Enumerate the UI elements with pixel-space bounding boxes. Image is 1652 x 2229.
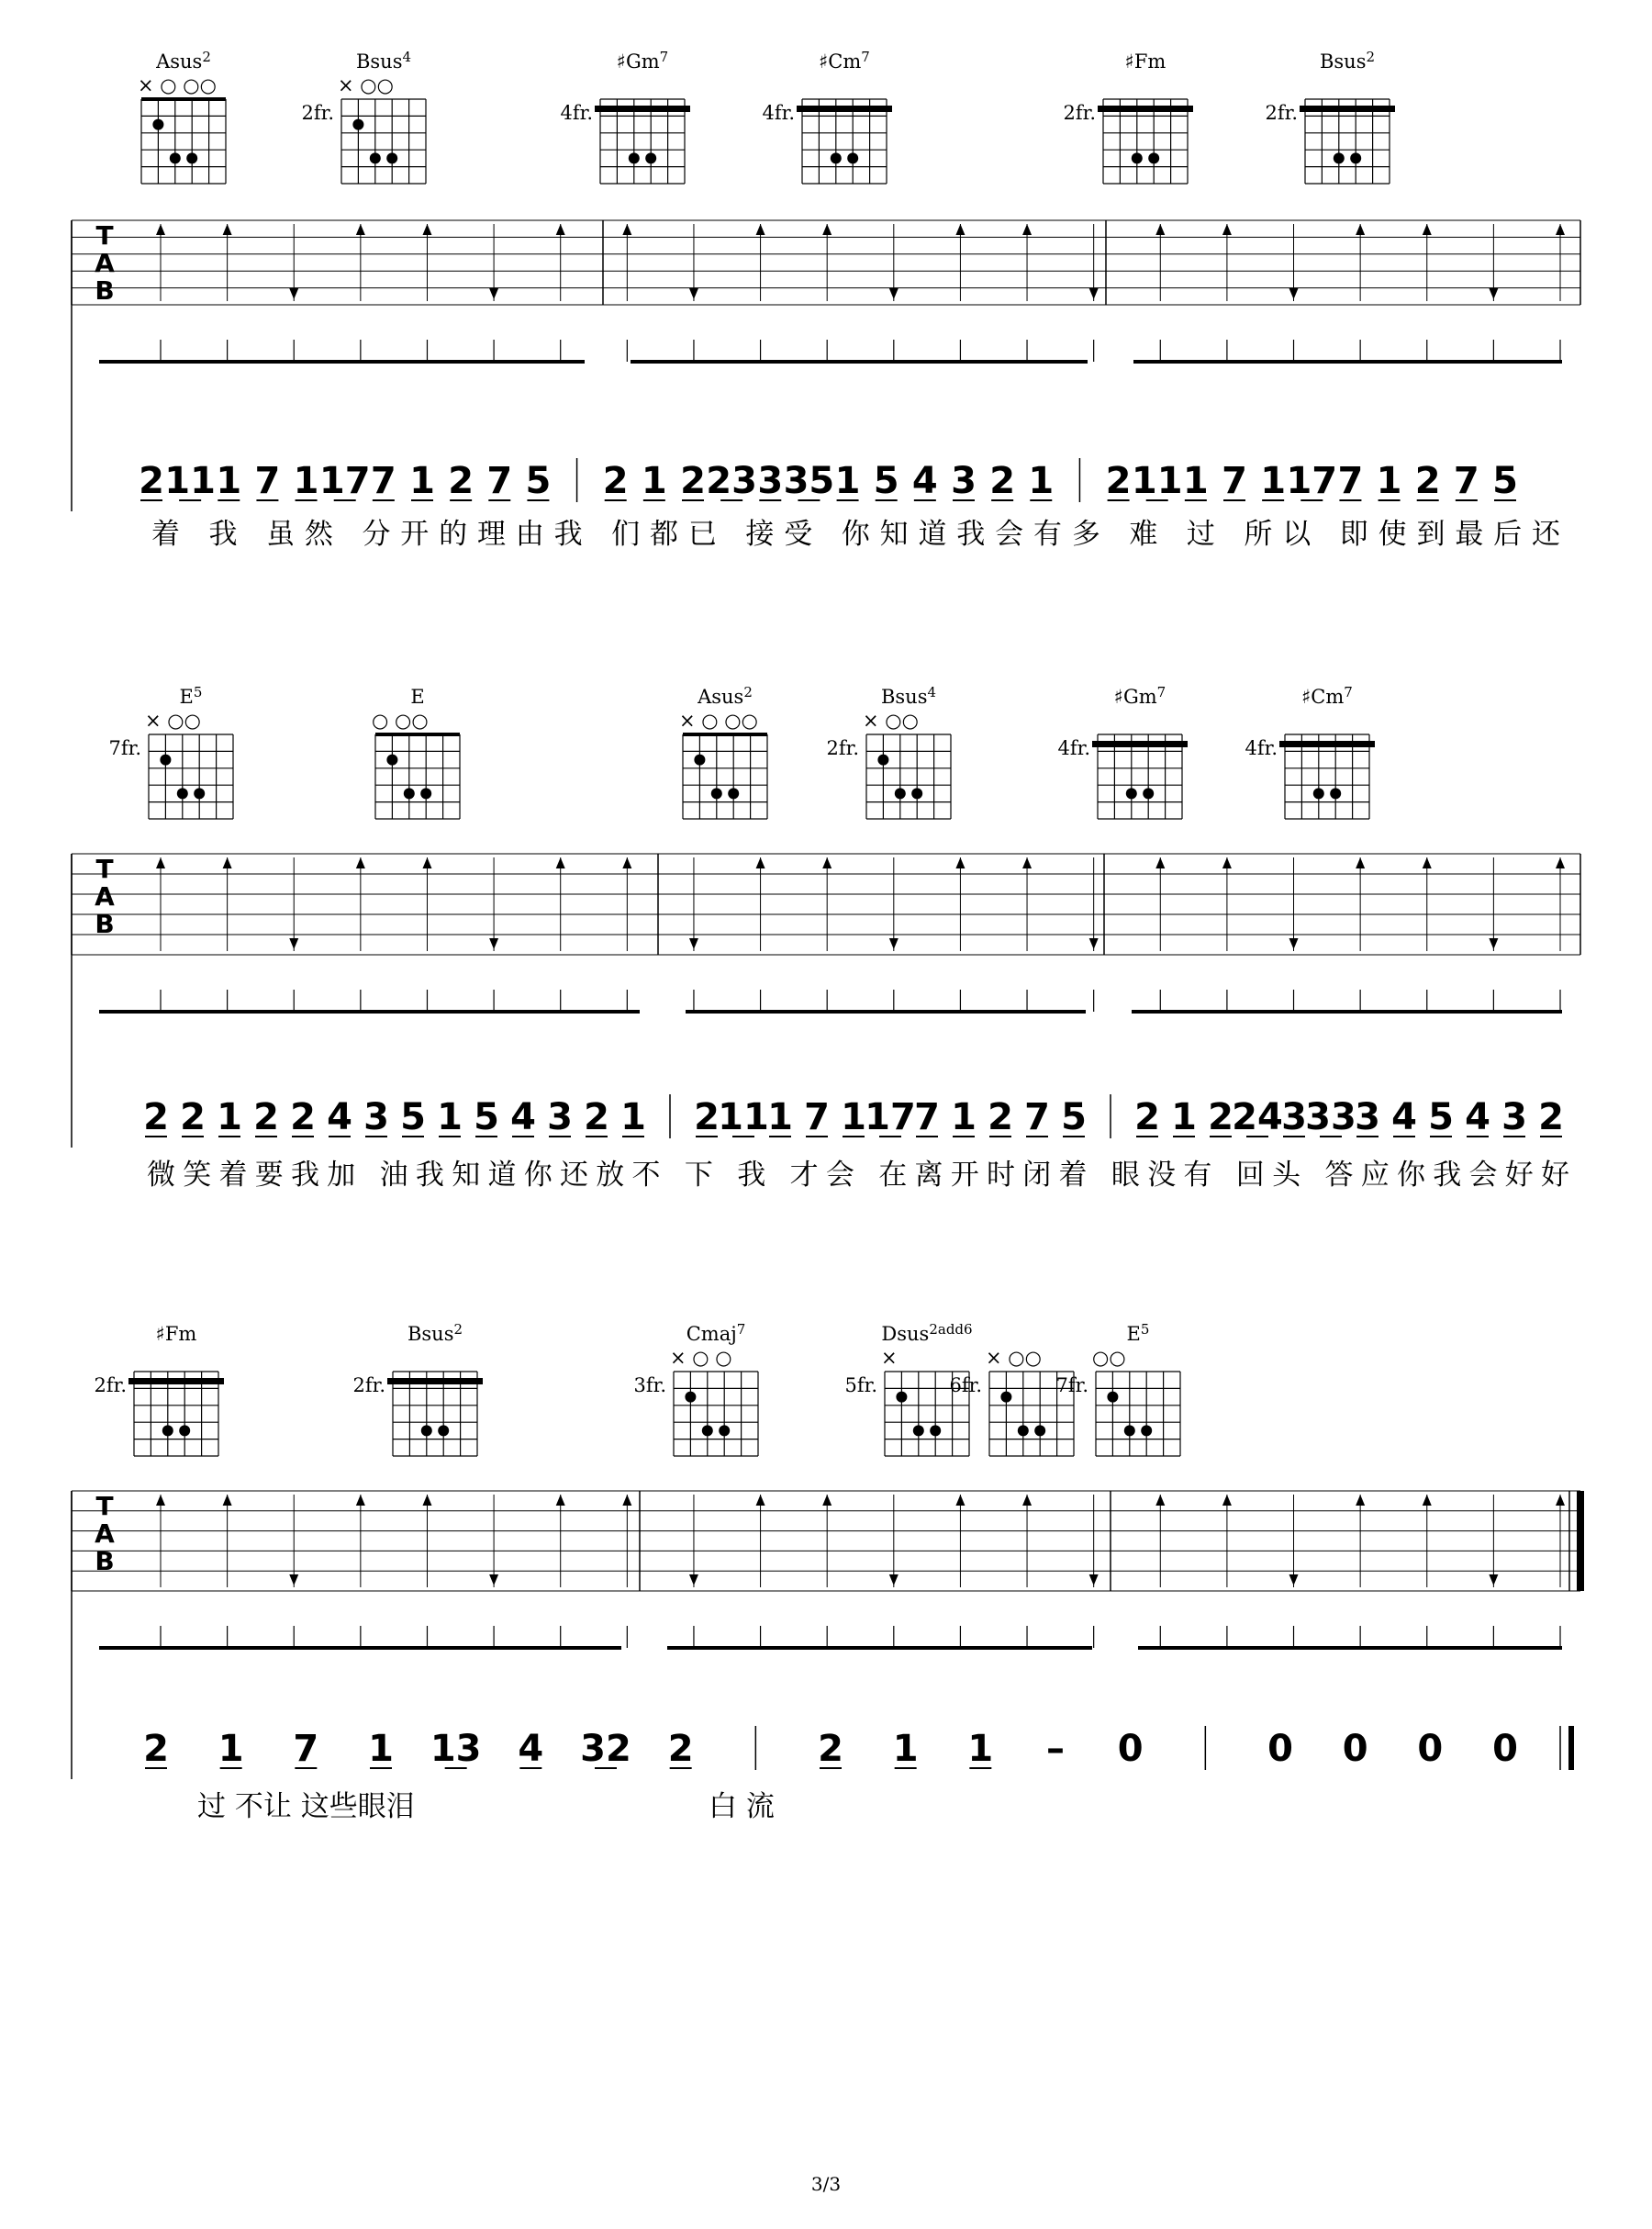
chord-diagram	[1057, 684, 1188, 819]
finger-dot	[847, 152, 858, 163]
chord-name: Dsus$^{2add6}$	[881, 1321, 973, 1345]
jianpu-note: 1	[1376, 460, 1402, 502]
finger-dot	[645, 152, 656, 163]
strum-down-arrow	[1489, 938, 1498, 949]
jianpu-note: 1	[217, 1096, 242, 1138]
finger-dot	[386, 152, 397, 163]
jianpu-note: 2	[818, 1728, 843, 1770]
chord-name: Bsus$^2$	[1319, 49, 1376, 73]
fret-label: 2fr.	[1265, 102, 1298, 124]
strum-up-arrow	[156, 857, 165, 868]
strum-up-arrow	[1423, 1495, 1432, 1506]
finger-dot	[728, 788, 739, 799]
tab-clef: A	[95, 881, 115, 912]
jianpu-note: 1	[951, 1096, 977, 1138]
lyric-line: 过 不让 这些眼泪	[197, 1790, 415, 1823]
jianpu-note: 1	[892, 1728, 919, 1770]
jianpu-note: 4	[510, 1096, 536, 1138]
strum-up-arrow	[1222, 224, 1232, 235]
jianpu-note: 2	[584, 1096, 609, 1138]
strum-up-arrow	[955, 224, 965, 235]
jianpu-note: 5	[1428, 1096, 1454, 1138]
chord-name: Cmaj$^7$	[686, 1321, 746, 1345]
string-markers: ×	[881, 1347, 898, 1369]
jianpu-note: 1	[834, 460, 861, 502]
fret-label: 2fr.	[352, 1374, 385, 1396]
chord-diagram	[762, 49, 892, 184]
jianpu-note: 3	[1355, 1096, 1380, 1138]
beam	[99, 1646, 621, 1650]
jianpu-note: 5	[525, 460, 552, 502]
string-markers: ○○	[1092, 1347, 1126, 1369]
strum-up-arrow	[1155, 224, 1165, 235]
chord-name: ♯Cm$^7$	[819, 49, 870, 73]
finger-dot	[370, 152, 381, 163]
barre	[797, 106, 892, 112]
chord-diagram	[94, 1323, 224, 1456]
finger-dot	[831, 152, 842, 163]
strum-down-arrow	[489, 288, 498, 299]
jianpu-note: 1	[1028, 460, 1055, 502]
fret-label: 4fr.	[762, 102, 795, 124]
fret-label: 6fr.	[949, 1374, 982, 1396]
jianpu-note: 1	[218, 1728, 244, 1770]
jianpu-note: 2	[290, 1096, 316, 1138]
strum-up-arrow	[1556, 224, 1565, 235]
jianpu-note: 7	[1222, 460, 1247, 502]
finger-dot	[711, 788, 722, 799]
strum-up-arrow	[1022, 857, 1032, 868]
jianpu-note: 7	[914, 1096, 940, 1138]
jianpu-note: 3	[547, 1096, 573, 1138]
jianpu-note: 1	[409, 460, 435, 502]
strum-down-arrow	[1289, 938, 1299, 949]
strum-up-arrow	[1022, 224, 1032, 235]
jianpu-note: 2	[143, 1728, 169, 1770]
strum-up-arrow	[756, 1495, 765, 1506]
jianpu-note: 7	[1024, 1096, 1050, 1138]
fret-label: 5fr.	[844, 1374, 877, 1396]
chord-name: Bsus$^4$	[355, 49, 412, 73]
jianpu-note: 2	[139, 460, 164, 502]
finger-dot	[1132, 152, 1143, 163]
jianpu-note: 1	[293, 460, 319, 502]
string-markers: × ○○	[338, 74, 394, 96]
tab-clef: A	[95, 1518, 115, 1549]
string-markers: × ○○	[863, 710, 919, 732]
finger-dot	[194, 788, 205, 799]
jianpu-note: 2	[1105, 460, 1132, 502]
strum-up-arrow	[822, 1495, 832, 1506]
tab-clef: A	[95, 248, 115, 278]
finger-dot	[1313, 788, 1324, 799]
strum-up-arrow	[156, 224, 165, 235]
strum-up-arrow	[1356, 224, 1365, 235]
beam	[1138, 1646, 1562, 1650]
jianpu-note: 2	[988, 1096, 1013, 1138]
string-markers: × ○○	[145, 710, 201, 732]
tab-clef: B	[95, 1546, 115, 1576]
fret-label: 2fr.	[94, 1374, 127, 1396]
jianpu-note: 4	[1465, 1096, 1490, 1138]
strum-up-arrow	[955, 857, 965, 868]
tab-clef: B	[95, 275, 115, 306]
finger-dot	[1350, 152, 1361, 163]
finger-dot	[702, 1425, 713, 1436]
strum-up-arrow	[622, 224, 631, 235]
jianpu-note: 0	[1417, 1728, 1444, 1770]
jianpu-notation	[139, 458, 1571, 1770]
strum-down-arrow	[289, 938, 298, 949]
finger-dot	[930, 1425, 941, 1436]
jianpu-note: 11	[718, 1096, 769, 1138]
strum-down-arrow	[289, 288, 298, 299]
strum-down-arrow	[1489, 1574, 1498, 1585]
strum-up-arrow	[822, 857, 832, 868]
jianpu-note: 32	[580, 1728, 631, 1770]
jianpu-note: 2	[989, 460, 1016, 502]
barre	[1279, 741, 1375, 747]
fret-label: 2fr.	[1063, 102, 1096, 124]
chord-diagram	[679, 684, 767, 819]
chord-name: ♯Gm$^7$	[1113, 684, 1166, 708]
finger-dot	[177, 788, 188, 799]
beam	[631, 360, 1088, 364]
lyric-line: 白 流	[709, 1790, 775, 1823]
strum-up-arrow	[1356, 1495, 1365, 1506]
chord-name: $E^5$	[179, 684, 203, 708]
strum-up-arrow	[622, 1495, 631, 1506]
jianpu-note: 1	[967, 1728, 994, 1770]
jianpu-note: 17	[1286, 460, 1338, 502]
finger-dot	[152, 119, 163, 130]
jianpu-note: 7	[1337, 460, 1364, 502]
fret-label: 4fr.	[1245, 737, 1278, 759]
strum-up-arrow	[1423, 224, 1432, 235]
jianpu-note: 1	[641, 460, 667, 502]
chord-diagram	[560, 49, 690, 184]
strum-up-arrow	[356, 1495, 365, 1506]
strum-up-arrow	[422, 857, 431, 868]
strum-up-arrow	[356, 224, 365, 235]
jianpu-note: 2	[680, 460, 706, 502]
fret-label: 3fr.	[633, 1374, 666, 1396]
barre	[128, 1378, 224, 1384]
strum-up-arrow	[422, 1495, 431, 1506]
chord-diagram	[1245, 684, 1375, 819]
strum-down-arrow	[889, 288, 899, 299]
fret-label: 7fr.	[1055, 1374, 1088, 1396]
beam	[686, 1010, 1086, 1014]
finger-dot	[1126, 788, 1137, 799]
jianpu-note: 24	[1232, 1096, 1283, 1138]
jianpu-note: 4	[1391, 1096, 1417, 1138]
strum-up-arrow	[1022, 1495, 1032, 1506]
strum-down-arrow	[489, 938, 498, 949]
finger-dot	[352, 119, 363, 130]
strum-up-arrow	[156, 1495, 165, 1506]
strum-up-arrow	[1556, 1495, 1565, 1506]
chord-name: ♯Fm	[155, 1323, 197, 1345]
strum-down-arrow	[889, 938, 899, 949]
jianpu-note: 2	[602, 460, 629, 502]
tab-clef: T	[95, 220, 114, 251]
finger-dot	[170, 152, 181, 163]
tab-clef: B	[95, 909, 115, 939]
jianpu-note: 3	[951, 460, 977, 502]
strum-up-arrow	[356, 857, 365, 868]
chord-diagram	[352, 1321, 483, 1456]
barre	[1098, 106, 1193, 112]
jianpu-note: 2	[1538, 1096, 1564, 1138]
finger-dot	[404, 788, 415, 799]
jianpu-note: 1	[767, 1096, 793, 1138]
finger-dot	[895, 788, 906, 799]
jianpu-note: 0	[1342, 1728, 1368, 1770]
jianpu-note: 11	[164, 460, 216, 502]
barre	[387, 1378, 483, 1384]
tab-staffs	[72, 220, 1580, 1779]
jianpu-note: 1	[1182, 460, 1209, 502]
jianpu-note: 1	[1171, 1096, 1197, 1138]
chord-diagram	[301, 49, 426, 184]
jianpu-note: 13	[430, 1728, 482, 1770]
jianpu-note: 3	[757, 460, 784, 502]
strum-down-arrow	[1289, 1574, 1299, 1585]
strum-up-arrow	[223, 1495, 232, 1506]
fret-label: 2fr.	[826, 737, 859, 759]
strum-up-arrow	[1423, 857, 1432, 868]
string-markers: × ○ ○	[670, 1347, 732, 1369]
jianpu-note: 0	[1267, 1728, 1293, 1770]
jianpu-note: 0	[1492, 1728, 1518, 1770]
tab-clef: T	[95, 854, 114, 884]
strum-up-arrow	[556, 1495, 565, 1506]
jianpu-note: 2	[143, 1096, 169, 1138]
strum-up-arrow	[223, 224, 232, 235]
jianpu-note: 2	[180, 1096, 206, 1138]
jianpu-note: 2	[1208, 1096, 1233, 1138]
finger-dot	[877, 755, 888, 766]
jianpu-note: 7	[486, 460, 513, 502]
jianpu-note: 2	[1414, 460, 1441, 502]
jianpu-note: 3	[1501, 1096, 1527, 1138]
strum-up-arrow	[756, 224, 765, 235]
beam	[667, 1646, 1092, 1650]
jianpu-note: 7	[804, 1096, 830, 1138]
jianpu-note: 2	[667, 1728, 694, 1770]
finger-dot	[160, 755, 171, 766]
finger-dot	[1334, 152, 1345, 163]
strum-down-arrow	[689, 938, 698, 949]
jianpu-note: 5	[873, 460, 899, 502]
strum-down-arrow	[1089, 938, 1099, 949]
chord-diagram	[1055, 1321, 1180, 1456]
finger-dot	[896, 1392, 907, 1403]
finger-dot	[719, 1425, 730, 1436]
barre	[1300, 106, 1395, 112]
finger-dot	[420, 788, 431, 799]
chord-name: $E^5$	[1126, 1321, 1150, 1345]
beam	[1132, 1010, 1562, 1014]
jianpu-note: 7	[293, 1728, 319, 1770]
fret-label: 4fr.	[560, 102, 593, 124]
jianpu-note: 1	[620, 1096, 646, 1138]
strum-up-arrow	[1356, 857, 1365, 868]
chord-name: E	[410, 686, 425, 708]
jianpu-note: 11	[1131, 460, 1183, 502]
strum-up-arrow	[1222, 1495, 1232, 1506]
finger-dot	[162, 1425, 173, 1436]
chord-diagram	[372, 686, 460, 819]
string-markers: × ○○	[986, 1347, 1042, 1369]
lyric-line: 着 我 虽然 分开的理由我 们都已 接受 你知道我会有多 难 过 所以 即使到最后还	[151, 518, 1560, 551]
chord-name: ♯Fm	[1124, 50, 1166, 73]
chord-diagram	[826, 684, 951, 819]
strum-up-arrow	[622, 857, 631, 868]
chord-diagram	[138, 49, 226, 184]
finger-dot	[911, 788, 922, 799]
jianpu-note: 7	[254, 460, 281, 502]
jianpu-note: –	[1046, 1728, 1065, 1770]
jianpu-note: 17	[865, 1096, 916, 1138]
chord-diagram	[633, 1321, 758, 1456]
jianpu-note: 23	[706, 460, 757, 502]
finger-dot	[1141, 1425, 1152, 1436]
jianpu-note: 2	[448, 460, 474, 502]
jianpu-note: 3	[1281, 1096, 1307, 1138]
chord-diagram	[1063, 50, 1193, 184]
chord-diagrams	[94, 49, 1395, 1456]
strum-down-arrow	[489, 1574, 498, 1585]
strum-up-arrow	[1155, 1495, 1165, 1506]
strum-up-arrow	[422, 224, 431, 235]
jianpu-note: 2	[253, 1096, 279, 1138]
strum-up-arrow	[223, 857, 232, 868]
jianpu-note: 5	[474, 1096, 499, 1138]
strum-down-arrow	[889, 1574, 899, 1585]
finger-dot	[685, 1392, 696, 1403]
finger-dot	[913, 1425, 924, 1436]
strum-up-arrow	[1556, 857, 1565, 868]
jianpu-note: 3	[363, 1096, 389, 1138]
jianpu-note: 2	[694, 1096, 720, 1138]
strum-down-arrow	[1089, 1574, 1099, 1585]
jianpu-note: 0	[1117, 1728, 1144, 1770]
chord-name: Bsus$^2$	[407, 1321, 463, 1345]
chord-diagram	[108, 684, 233, 819]
page-number: 3/3	[810, 2173, 842, 2195]
finger-dot	[694, 755, 705, 766]
jianpu-note: 35	[783, 460, 835, 502]
jianpu-note: 2	[1134, 1096, 1160, 1138]
jianpu-note: 7	[1453, 460, 1479, 502]
chord-diagram	[1265, 49, 1395, 184]
finger-dot	[386, 755, 397, 766]
strum-down-arrow	[689, 1574, 698, 1585]
finger-dot	[1148, 152, 1159, 163]
strum-up-arrow	[955, 1495, 965, 1506]
finger-dot	[1034, 1425, 1045, 1436]
jianpu-note: 4	[327, 1096, 352, 1138]
finger-dot	[1124, 1425, 1135, 1436]
finger-dot	[421, 1425, 432, 1436]
barre	[595, 106, 690, 112]
finger-dot	[1107, 1392, 1118, 1403]
strum-up-arrow	[1155, 857, 1165, 868]
jianpu-note: 4	[911, 460, 938, 502]
jianpu-note: 1	[1260, 460, 1287, 502]
jianpu-note: 4	[518, 1728, 544, 1770]
jianpu-note: 17	[318, 460, 371, 502]
beam	[99, 360, 585, 364]
jianpu-note: 5	[400, 1096, 426, 1138]
strum-up-arrow	[556, 224, 565, 235]
finger-dot	[629, 152, 640, 163]
finger-dot	[1000, 1392, 1011, 1403]
beam	[1133, 360, 1562, 364]
strum-up-arrow	[1222, 857, 1232, 868]
strum-down-arrow	[1489, 288, 1498, 299]
finger-dot	[1018, 1425, 1029, 1436]
jianpu-note: 5	[1492, 460, 1518, 502]
jianpu-note: 1	[368, 1728, 394, 1770]
finger-dot	[179, 1425, 190, 1436]
strum-up-arrow	[556, 857, 565, 868]
finger-dot	[1143, 788, 1154, 799]
finger-dot	[186, 152, 197, 163]
strum-up-arrow	[822, 224, 832, 235]
strum-down-arrow	[689, 288, 698, 299]
fret-label: 2fr.	[301, 102, 334, 124]
string-markers: ○ ○○	[372, 710, 429, 732]
jianpu-note: 7	[370, 460, 396, 502]
chord-name: ♯Gm$^7$	[616, 49, 669, 73]
chord-name: Bsus$^4$	[880, 684, 937, 708]
tab-clef: T	[95, 1491, 114, 1521]
strum-up-arrow	[756, 857, 765, 868]
jianpu-note: 33	[1305, 1096, 1356, 1138]
string-markers: × ○ ○○	[679, 710, 758, 732]
jianpu-note: 5	[1061, 1096, 1087, 1138]
string-markers: × ○ ○○	[138, 74, 217, 96]
jianpu-note: 1	[216, 460, 242, 502]
fret-label: 7fr.	[108, 737, 141, 759]
barre	[1092, 741, 1188, 747]
strum-down-arrow	[289, 1574, 298, 1585]
jianpu-note: 1	[437, 1096, 463, 1138]
finger-dot	[1330, 788, 1341, 799]
chord-name: Asus$^2$	[698, 684, 753, 708]
fret-label: 4fr.	[1057, 737, 1090, 759]
lyric-line: 微笑着要我加 油我知道你还放不 下 我 才会 在离开时闭着 眼没有 回头 答应你我会好好	[147, 1159, 1570, 1192]
chord-name: ♯Cm$^7$	[1301, 684, 1353, 708]
beam	[99, 1010, 640, 1014]
jianpu-note: 1	[841, 1096, 866, 1138]
chord-name: Asus$^2$	[156, 49, 211, 73]
finger-dot	[438, 1425, 449, 1436]
strum-down-arrow	[1089, 288, 1099, 299]
strum-down-arrow	[1289, 288, 1299, 299]
